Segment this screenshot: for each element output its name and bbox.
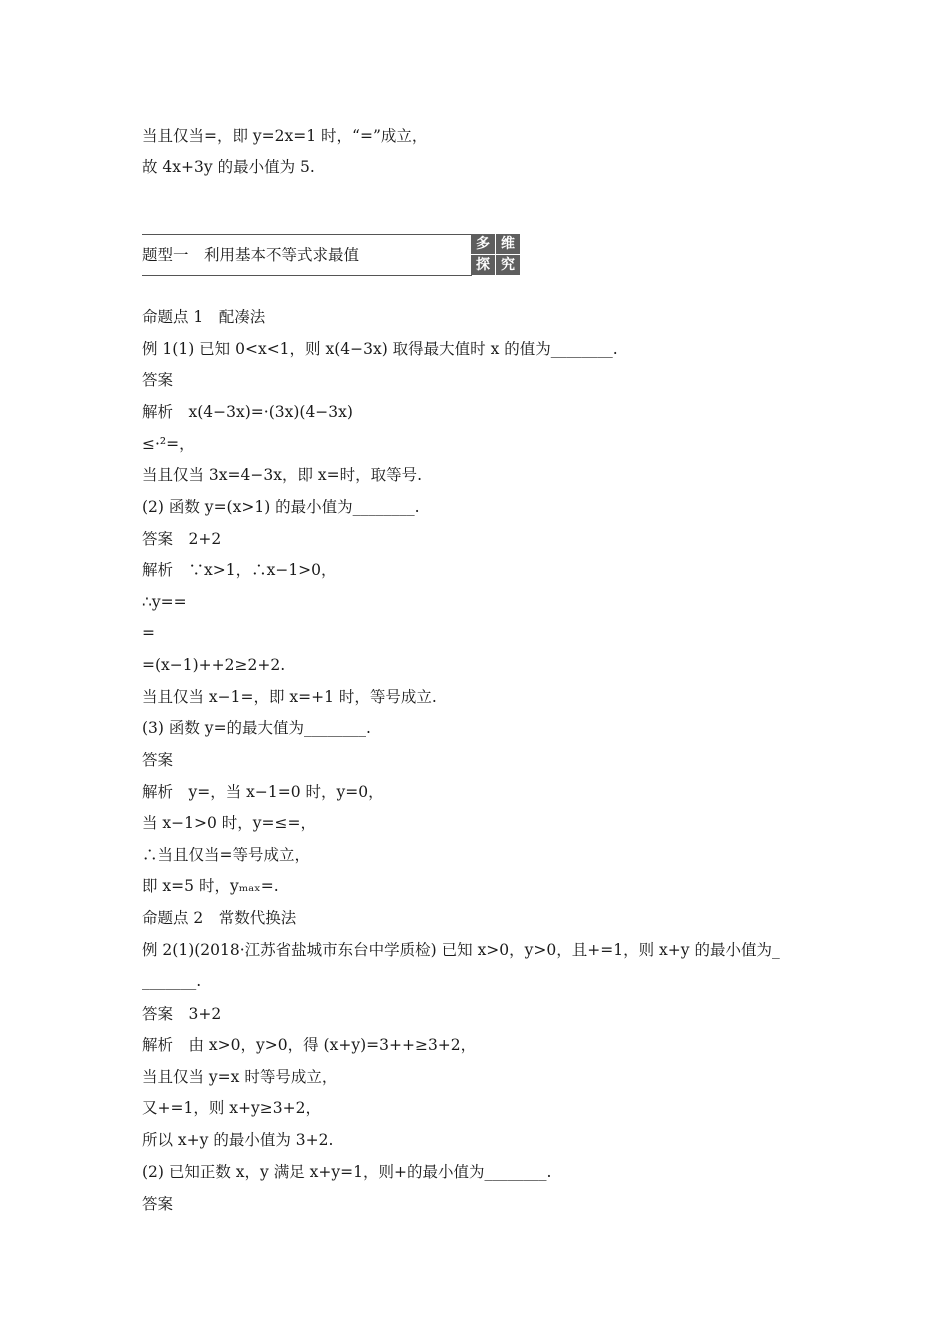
text-line: 又+=1，则 x+y≥3+2，: [142, 1099, 321, 1117]
text-line: 解析 x(4−3x)=·(3x)(4−3x): [142, 403, 353, 421]
text-line: 解析 ∵x>1，∴x−1>0，: [142, 561, 337, 579]
text-line: 解析 由 x>0，y>0，得 (x+y)=3++≥3+2，: [142, 1036, 477, 1054]
example-question: (3) 函数 y=的最大值为________.: [142, 719, 371, 737]
section-header: [142, 234, 520, 276]
badge-char: 探: [471, 255, 495, 275]
divider: [142, 234, 472, 235]
text-line: 当且仅当 y=x 时等号成立，: [142, 1068, 338, 1086]
text-line: 当且仅当 x−1=，即 x=+1 时，等号成立.: [142, 688, 437, 706]
section-title: 题型一 利用基本不等式求最值: [142, 246, 360, 264]
answer-label: 答案 2+2: [142, 530, 222, 548]
text-line: =: [142, 624, 155, 642]
badge-char: 维: [496, 234, 520, 254]
answer-label: 答案: [142, 1195, 174, 1213]
text-line: ≤·²=，: [142, 435, 195, 453]
text-line: =(x−1)++2≥2+2.: [142, 656, 286, 674]
text-line: ∴y==: [142, 593, 187, 611]
text-line: 所以 x+y 的最小值为 3+2.: [142, 1131, 334, 1149]
answer-label: 答案: [142, 371, 174, 389]
example-question: (2) 已知正数 x，y 满足 x+y=1，则+的最小值为________.: [142, 1163, 552, 1181]
answer-label: 答案 3+2: [142, 1005, 222, 1023]
badge-char: 多: [471, 234, 495, 254]
text-line: _______.: [142, 972, 202, 990]
example-question: 例 1(1) 已知 0<x<1，则 x(4−3x) 取得最大值时 x 的值为________.: [142, 340, 618, 358]
text-line: 当且仅当=，即 y=2x=1 时，“=”成立，: [142, 127, 428, 145]
example-question: 例 2(1)(2018·江苏省盐城市东台中学质检) 已知 x>0，y>0，且+=1，则 x+y 的最小值为_: [142, 941, 780, 959]
text-line: 故 4x+3y 的最小值为 5.: [142, 158, 315, 176]
text-line: 当且仅当 3x=4−3x，即 x=时，取等号.: [142, 466, 423, 484]
divider: [142, 275, 472, 276]
text-line: ∴当且仅当=等号成立，: [142, 846, 310, 864]
badge-char: 究: [496, 255, 520, 275]
subheading: 命题点 1 配凑法: [142, 308, 266, 326]
answer-label: 答案: [142, 751, 174, 769]
example-question: (2) 函数 y=(x>1) 的最小值为________.: [142, 498, 420, 516]
subheading: 命题点 2 常数代换法: [142, 909, 297, 927]
section-badge: [471, 234, 520, 276]
text-line: 当 x−1>0 时，y=≤=，: [142, 814, 317, 832]
text-line: 即 x=5 时，yₘₐₓ=.: [142, 877, 279, 895]
text-line: 解析 y=，当 x−1=0 时，y=0，: [142, 783, 384, 801]
